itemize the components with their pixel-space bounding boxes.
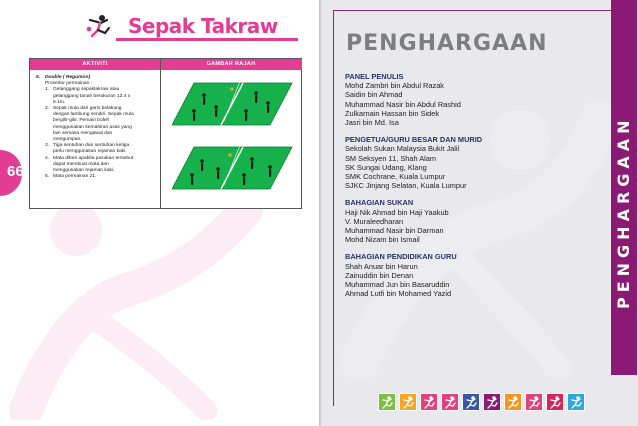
sport-icon-7 xyxy=(504,393,522,411)
procedure-label: Prosedur permainan : xyxy=(45,81,93,87)
step-text: Gelanggang sepaktakraw atau xyxy=(53,87,120,93)
credits-group xyxy=(345,135,605,190)
credits-group xyxy=(345,72,605,127)
column-divider xyxy=(160,59,161,209)
credits-name: Muhammad Nasir bin Abdul Rashid xyxy=(345,99,461,109)
sport-icon-5 xyxy=(462,393,480,411)
side-banner-text: PENGHARGAAN xyxy=(614,115,633,309)
credits-name: Ahmad Lutfi bin Mohamed Yazid xyxy=(345,289,452,299)
sport-icon-6 xyxy=(483,393,501,411)
credits-name: Mohd Zambri bin Abdul Razak xyxy=(345,81,445,91)
step-number: 5. xyxy=(45,174,50,180)
credits-group xyxy=(345,198,605,244)
credits-name: Zulkarnain Hassan bin Sidek xyxy=(345,108,440,118)
step-text: dengan lambung sendiri. Sepak mula xyxy=(53,112,134,118)
sport-icon-10 xyxy=(567,393,585,411)
credits-name: Shah Anuar bin Harun xyxy=(345,261,418,271)
credits-name: SMK Cochrane, Kuala Lumpur xyxy=(345,172,446,182)
credits-name: SK Sungai Udang, Klang xyxy=(345,162,427,172)
court-diagram-2 xyxy=(172,145,294,191)
column-header-activity: AKTIVITI xyxy=(30,59,160,70)
credits-group-title: PENGETUA/GURU BESAR DAN MURID xyxy=(345,135,483,145)
credits-name: Muhammad Nasir bin Darman xyxy=(345,226,444,236)
procedure-step-line xyxy=(36,174,156,180)
page-gutter xyxy=(319,0,322,426)
step-text: Mata permainan 21. xyxy=(53,174,97,180)
header-rule xyxy=(116,38,298,41)
step-text: lain semasa mengawal dan xyxy=(53,130,113,136)
sport-icon-8 xyxy=(525,393,543,411)
step-number: 3. xyxy=(45,143,50,149)
sport-icons-strip xyxy=(378,393,585,411)
step-number: 2. xyxy=(45,106,50,112)
sepak-takraw-player-icon xyxy=(85,14,111,38)
step-text: menggunakan rejaman kaki. xyxy=(53,168,115,174)
credits-name: Mohd Nizam bin Ismail xyxy=(345,235,420,245)
credits-group xyxy=(345,252,605,298)
step-number: 1. xyxy=(45,87,50,93)
step-text: gelanggang tanah berukuran 13.4 x xyxy=(53,93,131,99)
step-text: Mata diberi apabila pasukan tersebut xyxy=(53,155,134,161)
credits-name: Muhammad Jun bin Basaruddin xyxy=(345,280,450,290)
credits-name: SM Seksyen 11, Shah Alam xyxy=(345,153,437,163)
sport-icon-1 xyxy=(378,393,396,411)
credits-group-title: PANEL PENULIS xyxy=(345,72,404,81)
page-number: 66 xyxy=(7,163,24,180)
step-text: Tiga sentuhan dan sentuhan ketiga xyxy=(53,143,130,149)
sport-icon-9 xyxy=(546,393,564,411)
credits-list xyxy=(345,72,605,306)
step-text: dapat membuat mata dan xyxy=(53,161,109,167)
credits-name: Zainuddin bin Denan xyxy=(345,270,414,280)
step-text: Sepak mula dari garis belakang xyxy=(53,106,122,112)
page-title: PENGHARGAAN xyxy=(346,31,548,56)
credits-name: V. Muraleedharan xyxy=(345,216,404,226)
step-number: 4. xyxy=(45,155,50,161)
step-text: 6.1m. xyxy=(53,99,66,105)
credits-name: Sekolah Sukan Malaysia Bukit Jalil xyxy=(345,144,460,154)
activity-table xyxy=(29,58,302,209)
credits-name: Jasri bin Md. Isa xyxy=(345,118,399,128)
credits-name: Haji Nik Ahmad bin Haji Yaakub xyxy=(345,207,449,217)
section-title: Sepak Takraw xyxy=(128,14,278,38)
background-figure-graphic xyxy=(6,190,266,420)
page-frame-top xyxy=(333,10,616,11)
step-text: mengumpan. xyxy=(53,137,82,143)
sport-icon-4 xyxy=(441,393,459,411)
activity-title: Double ( Regumon) xyxy=(45,75,91,80)
column-header-diagram: GAMBAR RAJAH xyxy=(160,59,302,70)
court-diagram-1 xyxy=(172,81,294,127)
procedure-steps xyxy=(36,87,156,180)
credits-group-title: BAHAGIAN SUKAN xyxy=(345,198,414,208)
step-text: bergilir-gilir. Pemain boleh xyxy=(53,118,110,124)
credits-name: Saidin bin Ahmad xyxy=(345,90,403,100)
sport-icon-2 xyxy=(399,393,417,411)
step-text: perlu menggunakan rejaman kaki. xyxy=(53,149,127,155)
page-frame-left xyxy=(333,10,334,406)
activity-number: 5. xyxy=(36,75,41,80)
credits-name: SJKC Jinjang Selatan, Kuala Lumpur xyxy=(345,181,467,191)
sport-icon-3 xyxy=(420,393,438,411)
step-text: menggunakan kemahiran asas yang xyxy=(53,124,132,130)
credits-group-title: BAHAGIAN PENDIDIKAN GURU xyxy=(345,252,457,262)
activity-cell xyxy=(36,75,156,180)
